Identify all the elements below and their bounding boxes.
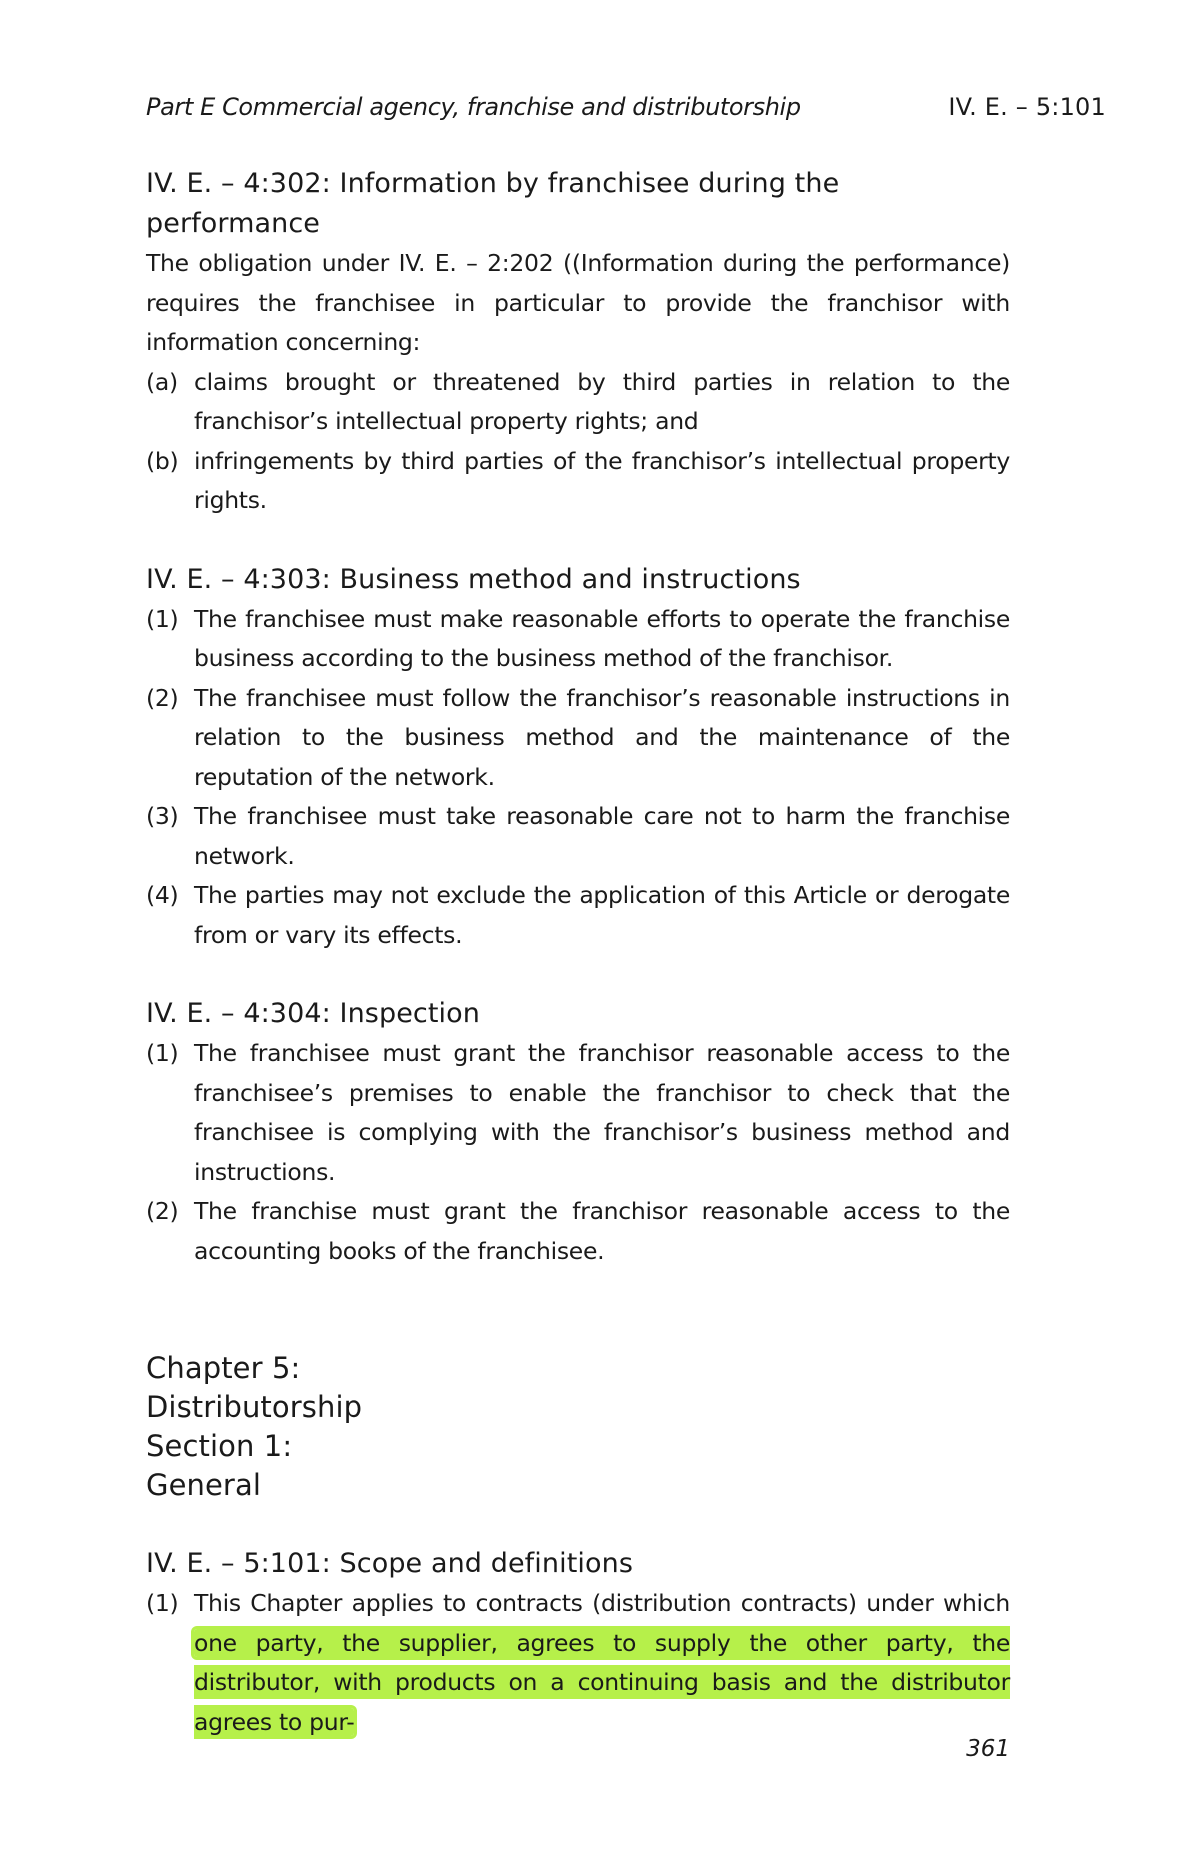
spacer [146,1271,1010,1349]
article-4-304 [146,994,1010,1271]
article-list [146,1034,1010,1271]
list-marker: (2) [146,1197,179,1225]
list-item [146,363,1010,442]
spacer [146,1505,1010,1544]
list-marker: (3) [146,802,179,830]
article-list [146,363,1010,521]
list-item [146,1034,1010,1192]
list-marker: (1) [146,1589,179,1617]
section-label: Section 1: [146,1429,293,1463]
list-item-text: The franchisee must grant the franchisor reasonable access to the franchisee’s premises to enable the franchisor to check that the franchisee is complying with the franchisor’s business method and instructions. [194,1039,1010,1186]
list-item [146,797,1010,876]
chapter-label: Chapter 5: [146,1351,301,1385]
chapter-heading [146,1349,1010,1505]
header-part-title: Part E Commercial agency, franchise and distributorship [146,93,801,121]
list-item [146,1584,1010,1742]
list-item-text: The franchise must grant the franchisor reasonable access to the accounting books of the franchisee. [194,1197,1010,1265]
list-item-text: The franchisee must make reasonable efforts to operate the franchise business according to the business method of the franchisor. [194,604,1010,672]
page-number: 361 [966,1736,1010,1762]
chapter-title: Distributorship [146,1390,363,1424]
list-marker: (1) [146,1039,179,1067]
spacer [146,955,1010,994]
article-title: IV. E. – 5:101: Scope and definitions [146,1548,633,1579]
article-title: IV. E. – 4:303: Business method and instructions [146,563,801,595]
list-item-text: infringements by third parties of the franchisor’s intellectual property rights. [194,446,1010,514]
article-title: IV. E. – 4:304: Inspection [146,998,480,1029]
page-body [146,164,1010,1742]
article-5-101 [146,1544,1010,1742]
list-item-text: claims brought or threatened by third parties in relation to the franchisor’s intellectual property rights; and [194,367,1010,435]
spacer [146,521,1010,560]
article-title: IV. E. – 4:302: Information by franchisee during the performance [146,168,840,239]
article-list [146,1584,1010,1742]
section-title: General [146,1468,261,1502]
article-4-303 [146,560,1010,956]
article-4-302 [146,164,1010,521]
list-marker: (a) [146,367,178,396]
article-list [146,600,1010,956]
list-item-text [194,1584,1010,1742]
list-item-text: The franchisee must follow the franchisor’s reasonable instructions in relation to the business method and the maintenance of the reputation of the network. [194,683,1010,791]
list-marker: (2) [146,683,179,712]
list-item [146,876,1010,955]
list-marker: (b) [146,446,179,475]
list-item [146,442,1010,521]
list-item-text: The parties may not exclude the application of this Article or derogate from or vary its effects. [194,881,1010,949]
list-item [146,679,1010,798]
highlighted-text[interactable]: one party, the supplier, agrees to supply the other party, the distributor, with products on a continuing basis and the distributor agrees to pur- [194,1628,1010,1736]
list-item [146,600,1010,679]
article-intro: The obligation under IV. E. – 2:202 ((Information during the performance) requires the franchisee in particular to provide the franchisor with information concerning: [146,249,1010,356]
list-marker: (1) [146,604,179,633]
list-item-text: The franchisee must take reasonable care not to harm the franchise network. [194,802,1010,870]
list-marker: (4) [146,881,179,909]
list-item [146,1192,1010,1271]
header-article-ref: IV. E. – 5:101 [948,93,1106,121]
plain-text: This Chapter applies to contracts (distribution contracts) under which [194,1589,1010,1617]
